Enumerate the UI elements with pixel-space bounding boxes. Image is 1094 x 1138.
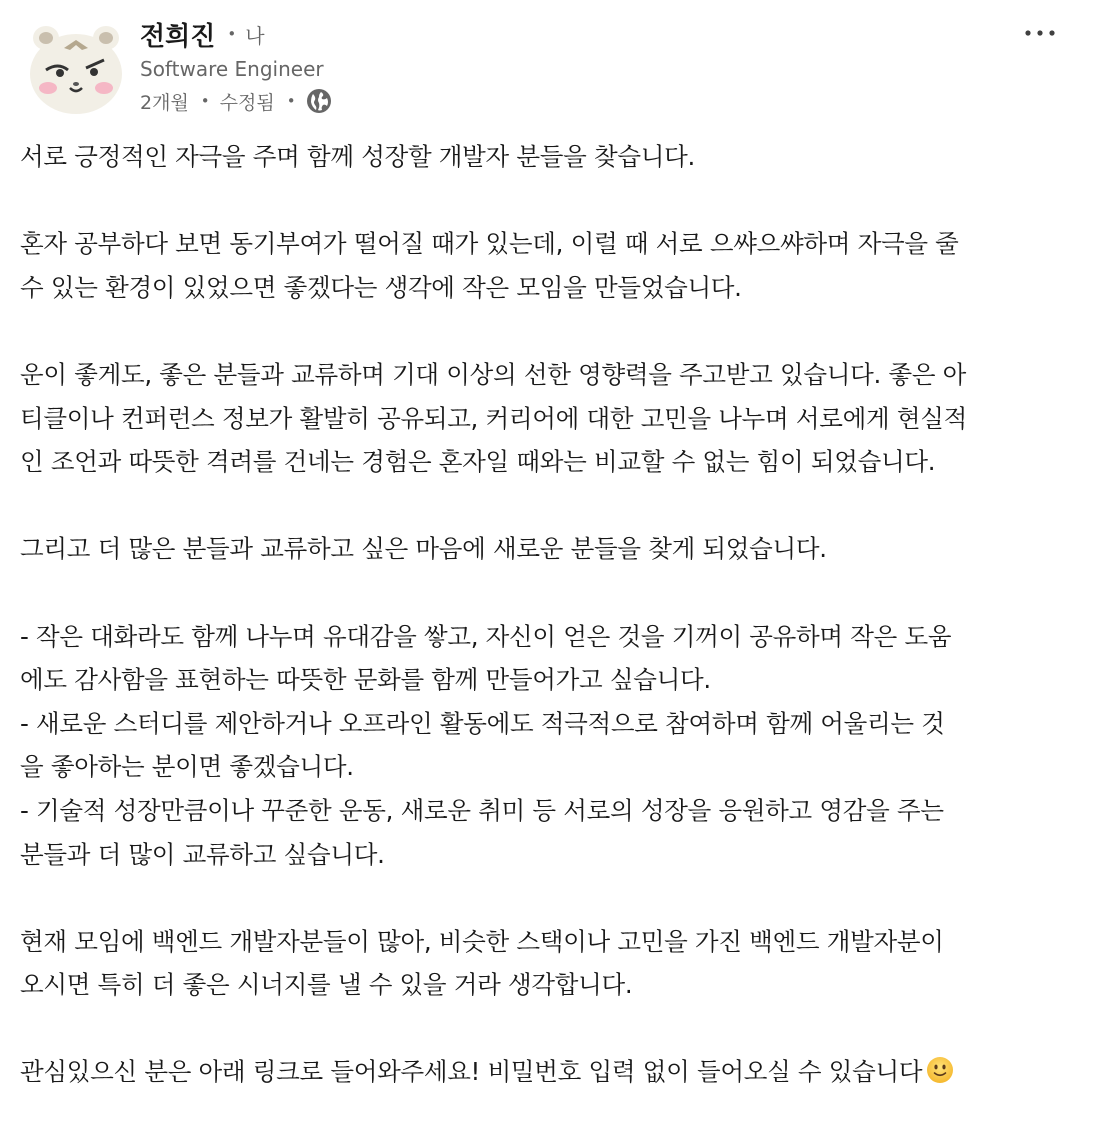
- edited-label: 수정됨: [219, 91, 275, 114]
- author-block: [140, 14, 332, 118]
- post-header: [0, 0, 1094, 130]
- post-line: 운이 좋게도, 좋은 분들과 교류하며 기대 이상의 선한 영향력을 주고받고 있습니다. 좋은 아: [20, 359, 967, 389]
- post-line: 서로 긍정적인 자극을 주며 함께 성장할 개발자 분들을 찾습니다.: [20, 142, 695, 171]
- globe-icon: [306, 88, 332, 114]
- post-line: 인 조언과 따뜻한 격려를 건네는 경험은 혼자일 때와는 비교할 수 없는 힘이 되었습니다.: [20, 447, 936, 477]
- post-line: 현재 모임에 백엔드 개발자분들이 많아, 비슷한 스택이나 고민을 가진 백엔드 개발자분이: [20, 926, 944, 956]
- post-line: 수 있는 환경이 있었으면 좋겠다는 생각에 작은 모임을 만들었습니다.: [20, 272, 742, 302]
- slightly-smiling-face-emoji: [926, 1056, 954, 1084]
- name-row: [140, 14, 332, 54]
- post-line: - 작은 대화라도 함께 나누며 유대감을 쌓고, 자신이 얻은 것을 기꺼이 공유하며 작은 도움: [20, 621, 952, 651]
- paragraph-gap: [20, 571, 1070, 615]
- post-line: 오시면 특히 더 좋은 시너지를 낼 수 있을 거라 생각합니다.: [20, 970, 633, 1000]
- separator-dot: •: [286, 92, 296, 110]
- separator-dot: •: [227, 25, 237, 43]
- post-body: [20, 135, 1070, 1094]
- post-line: 혼자 공부하다 보면 동기부여가 떨어질 때가 있는데, 이럴 때 서로 으쌰으쌰하며 자극을 줄: [20, 229, 959, 259]
- post-final-line: [20, 1050, 1070, 1094]
- post-line: 을 좋아하는 분이면 좋겠습니다.: [20, 752, 354, 782]
- connection-degree: 나: [245, 23, 265, 48]
- post-line: 에도 감사함을 표현하는 따뜻한 문화를 함께 만들어가고 싶습니다.: [20, 665, 711, 695]
- post-line: - 새로운 스터디를 제안하거나 오프라인 활동에도 적극적으로 참여하며 함께 어울리는 것: [20, 708, 945, 738]
- avatar[interactable]: [24, 18, 128, 118]
- paragraph-gap: [20, 484, 1070, 528]
- post-line-text: 관심있으신 분은 아래 링크로 들어와주세요! 비밀번호 입력 없이 들어오실 수 있습니다: [20, 1057, 923, 1087]
- paragraph-gap: [20, 876, 1070, 920]
- post-line: 티클이나 컨퍼런스 정보가 활발히 공유되고, 커리어에 대한 고민을 나누며 서로에게 현실적: [20, 403, 967, 433]
- paragraph-gap: [20, 1007, 1070, 1051]
- ellipsis-icon: [1024, 29, 1056, 37]
- post-line: 그리고 더 많은 분들과 교류하고 싶은 마음에 새로운 분들을 찾게 되었습니다.: [20, 534, 827, 564]
- post-time[interactable]: 2개월: [140, 91, 189, 114]
- author-name[interactable]: 전희진: [140, 21, 216, 52]
- post-meta: [140, 84, 332, 118]
- separator-dot: •: [200, 92, 210, 110]
- more-options-button[interactable]: [1020, 18, 1060, 48]
- paragraph-gap: [20, 309, 1070, 353]
- post-line: - 기술적 성장만큼이나 꾸준한 운동, 새로운 취미 등 서로의 성장을 응원하고 영감을 주는: [20, 795, 944, 825]
- paragraph-gap: [20, 179, 1070, 223]
- post-line: 분들과 더 많이 교류하고 싶습니다.: [20, 839, 385, 869]
- author-headline: Software Engineer: [140, 57, 324, 81]
